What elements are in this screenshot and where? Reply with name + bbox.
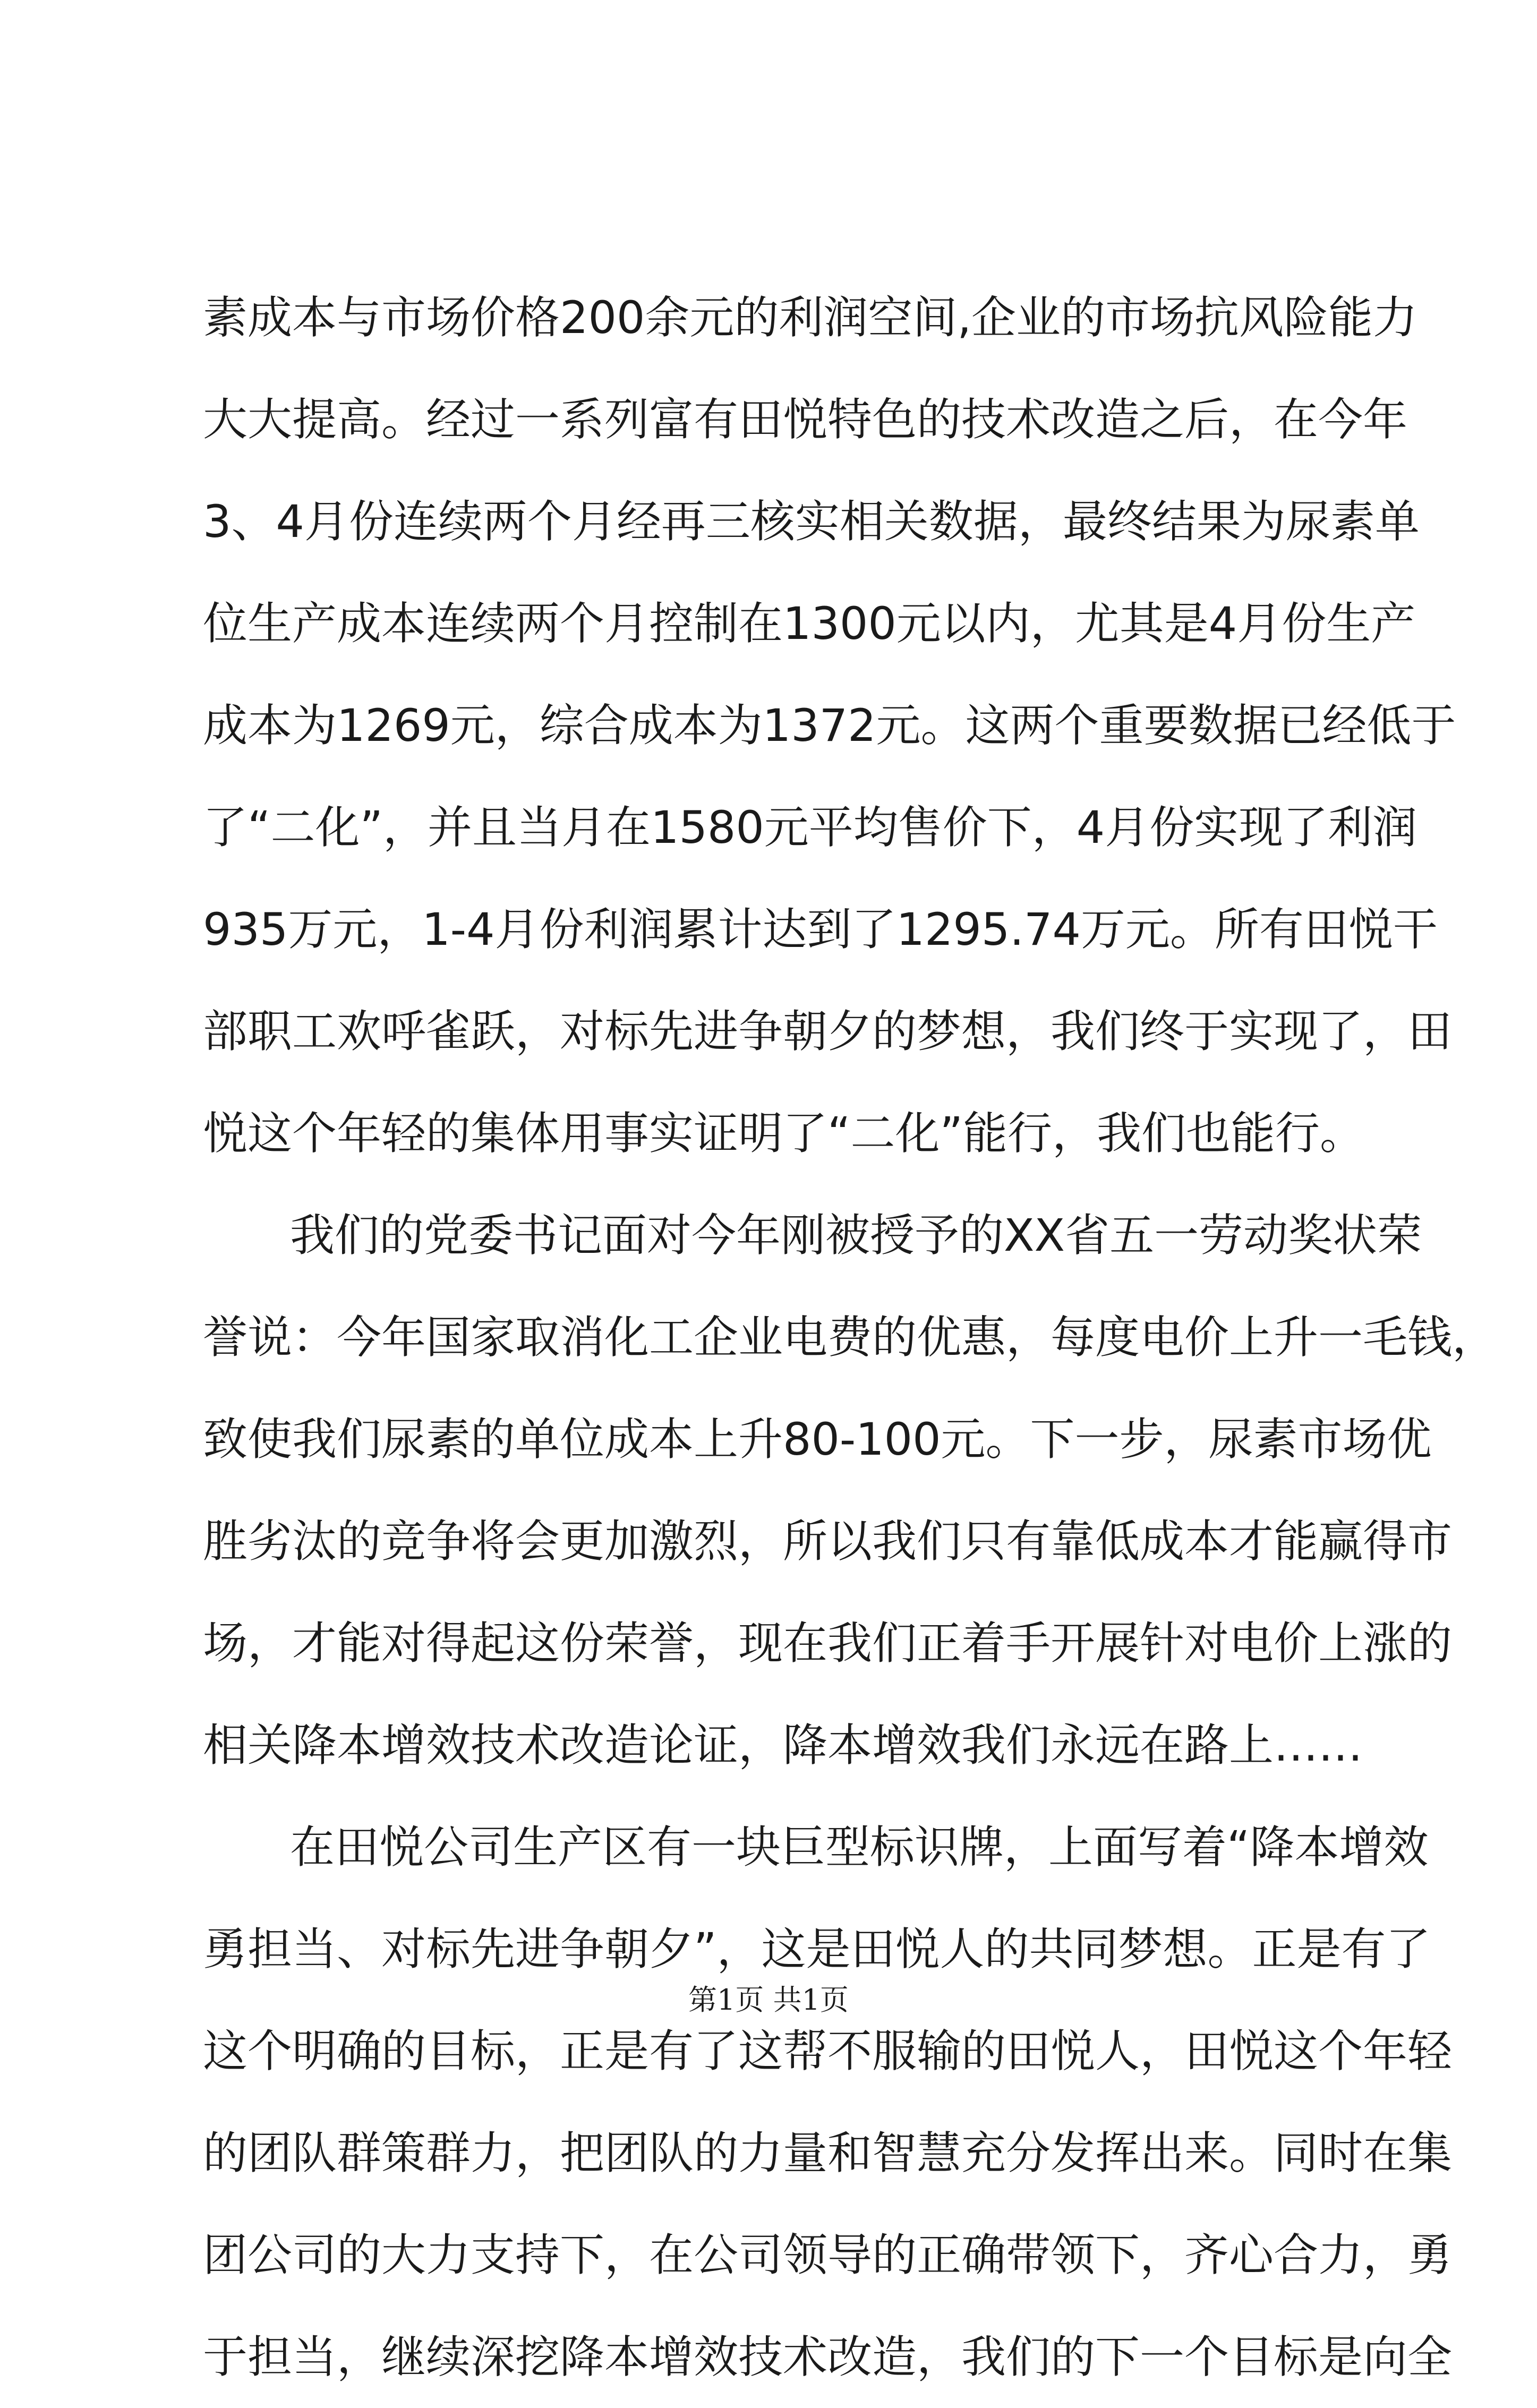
text-line: 胜劣汰的竞争将会更加激烈，所以我们只有靠低成本才能赢得市 (203, 1515, 1453, 1567)
text-line: 勇担当、对标先进争朝夕”，这是田悦人的共同梦想。正是有了 (203, 1923, 1431, 1975)
paragraph-1 (203, 267, 1456, 1184)
text-line: 位生产成本连续两个月控制在1300元以内，尤其是4月份生产 (203, 597, 1416, 650)
text-line: 于担当，继续深挖降本增效技术改造，我们的下一个目标是向全 (203, 2331, 1453, 2383)
document-body (203, 267, 1497, 2408)
text-line: 935万元，1-4月份利润累计达到了1295.74万元。所有田悦干 (203, 903, 1438, 955)
paragraph-2 (203, 1184, 1497, 1796)
page-footer: 第1页 共1页 (688, 1983, 849, 2017)
text-line: 致使我们尿素的单位成本上升80-100元。下一步，尿素市场优 (203, 1413, 1432, 1465)
text-line: 的团队群策群力，把团队的力量和智慧充分发挥出来。同时在集 (203, 2127, 1453, 2179)
paragraph-3 (203, 1796, 1453, 2408)
text-line: 团公司的大力支持下，在公司领导的正确带领下，齐心合力，勇 (203, 2229, 1453, 2281)
text-line: 在田悦公司生产区有一块巨型标识牌，上面写着“降本增效 (290, 1821, 1429, 1873)
text-line: 场，才能对得起这份荣誉，现在我们正着手开展针对电价上涨的 (203, 1617, 1453, 1669)
text-line: 素成本与市场价格200余元的利润空间,企业的市场抗风险能力 (203, 292, 1418, 344)
text-line: 这个明确的目标，正是有了这帮不服输的田悦人，田悦这个年轻 (203, 2025, 1453, 2077)
text-line: 成本为1269元，综合成本为1372元。这两个重要数据已经低于 (203, 699, 1456, 752)
text-line: 相关降本增效技术改造论证，降本增效我们永远在路上…… (203, 1719, 1363, 1771)
text-line: 了“二化”，并且当月在1580元平均售价下，4月份实现了利润 (203, 801, 1418, 853)
text-line: 3、4月份连续两个月经再三核实相关数据，最终结果为尿素单 (203, 496, 1420, 548)
text-line: 我们的党委书记面对今年刚被授予的XX省五一劳动奖状荣 (290, 1209, 1422, 1261)
text-line: 悦这个年轻的集体用事实证明了“二化”能行，我们也能行。 (203, 1107, 1365, 1159)
text-line: 誉说：今年国家取消化工企业电费的优惠，每度电价上升一毛钱， (203, 1311, 1497, 1363)
text-line: 大大提高。经过一系列富有田悦特色的技术改造之后，在今年 (203, 394, 1408, 446)
text-line: 部职工欢呼雀跃，对标先进争朝夕的梦想，我们终于实现了，田 (203, 1005, 1453, 1057)
